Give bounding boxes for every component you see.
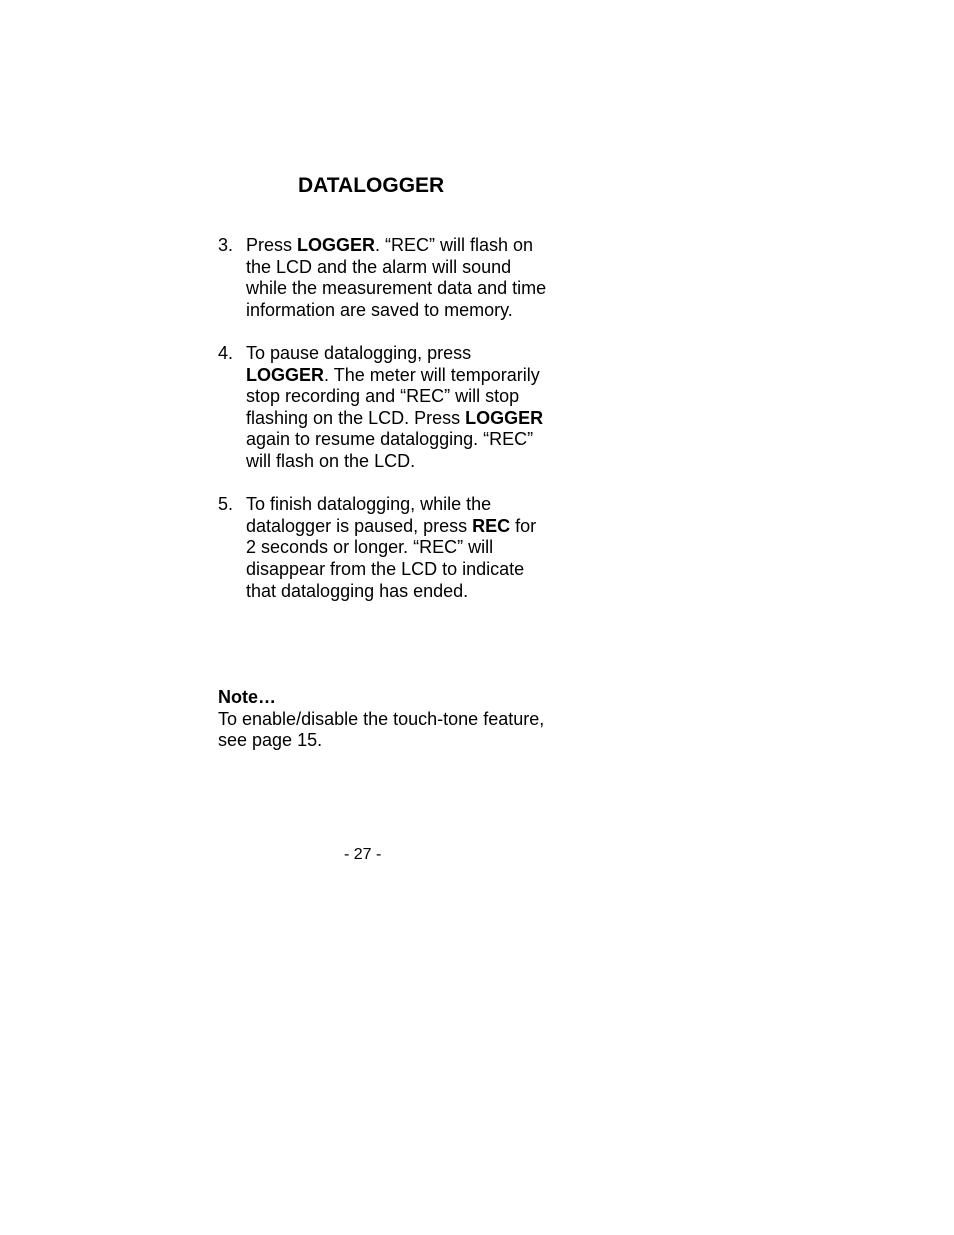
step-number: 5. bbox=[218, 494, 234, 515]
note-heading: Note… bbox=[218, 687, 276, 707]
note-block bbox=[218, 687, 548, 752]
step-text-part: for 2 seconds or longer. “REC” will disappear from the LCD to indicate that datalogging has ended. bbox=[246, 515, 537, 601]
step-number: 3. bbox=[218, 235, 234, 255]
step-text-part: Press bbox=[246, 235, 298, 255]
step-keyword-logger: LOGGER bbox=[246, 364, 325, 385]
steps-list bbox=[218, 235, 548, 624]
step-text-part: To pause datalogging, press bbox=[246, 342, 472, 363]
list-item-step-4 bbox=[218, 343, 548, 473]
step-text-part: . “REC” will flash on the LCD and the alarm will sound while the measurement data and time information are saved to memory. bbox=[246, 235, 547, 320]
list-item-step-5 bbox=[218, 494, 548, 602]
page-title: DATALOGGER bbox=[298, 174, 445, 197]
step-text bbox=[246, 235, 546, 320]
step-text-part: . The meter will temporarily stop recording and “REC” will stop flashing on the LCD. Press bbox=[246, 364, 540, 428]
note-text: To enable/disable the touch-tone feature, see page 15. bbox=[218, 708, 545, 751]
page-number: - 27 - bbox=[344, 846, 382, 863]
step-text-part: again to resume datalogging. “REC” will flash on the LCD. bbox=[246, 429, 534, 471]
list-item-step-3 bbox=[218, 235, 548, 321]
step-keyword-logger: LOGGER bbox=[465, 407, 544, 428]
step-keyword-logger: LOGGER bbox=[297, 235, 376, 255]
step-keyword-rec: REC bbox=[472, 515, 511, 536]
step-text bbox=[246, 343, 543, 471]
step-number: 4. bbox=[218, 342, 234, 363]
step-text-part: To finish datalogging, while the datalogger is paused, press bbox=[246, 494, 492, 536]
step-text bbox=[246, 494, 536, 600]
